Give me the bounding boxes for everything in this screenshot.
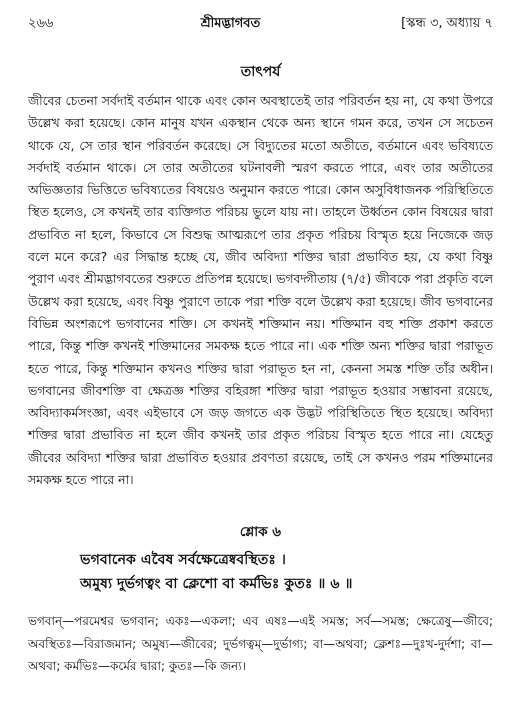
verse-line-1: ভগবানেক এবৈষ সর্বক্ষেত্রেষ্ববস্থিতঃ । [80, 552, 286, 569]
verse-label: শ্লোক ৬ [239, 524, 282, 541]
purport-paragraph: জীবের চেতনা সর্বদাই বর্তমান থাকে এবং কোন অবস্থাতেই তার পরিবর্তন হয় না, যে কথা উপরে উল্লেখ করা হয়েছে। কোন মানুষ যখন একস্থান থেকে অন্য স্থানে গমন করে, তখন সে সচেতন থাকে যে, সে তার স্থান পরিবর্তন করেছে। সে বিদ্যুতের মতো অতীতে, বর্তমানে এবং ভবিষ্যতে সর্বদাই বর্তমান থাকে। সে তার অতীতের ঘটনাবলী স্মরণ করতে পারে, এবং তার অতীতের অভিজ্ঞতার ভিত্তিতে ভবিষ্যতের বিষয়েও অনুমান করতে পারে। কোন অসুবিধাজনক পরিস্থিতিতে স্থিত হলেও, সে কখনই তার ব্যক্তিগত পরিচয় ভুলে যায় না। তাহলে উর্ধ্বতন কোন বিষয়ের দ্বারা প্রভাবিত না হলে, কিভাবে সে বিশুদ্ধ আত্মরূপে তার প্রকৃত পরিচয় বিস্মৃত হয়ে নিজেকে জড় বলে মনে করে? এর সিদ্ধান্ত হচ্ছে যে, জীব অবিদ্যা শক্তির দ্বারা প্রভাবিত হয়, যে কথা বিষ্ণু পুরাণ এবং শ্রীমদ্ভাগবতের শুরুতে প্রতিপন্ন হয়েছে। ভগবদ্গীতায় (৭/৫) জীবকে পরা প্রকৃতি বলে উল্লেখ করা হয়েছে, এবং বিষ্ণু পুরাণে তাকে পরা শক্তি বলে উল্লেখ করা হয়েছে। জীব ভগবানের বিভিন্ন অংশরূপে ভগবানের শক্তি। সে কখনই শক্তিমান নয়। শক্তিমান বহু শক্তি প্রকাশ করতে পারে, কিন্তু শক্তি কখনই শক্তিমানের সমকক্ষ হতে পারে না। এক শক্তি অন্য শক্তির দ্বারা পরাভূত হতে পারে, কিন্তু শক্তিমান কখনও শক্তির দ্বারা পরাভূত হন না, কেননা সমস্ত শক্তি তাঁর অধীন। ভগবানের জীবশক্তি বা ক্ষেত্রজ্ঞ শক্তির বহিরঙ্গা শক্তির দ্বারা পরাভূত হওয়ার সম্ভাবনা রয়েছে, অবিদ্যাকর্মসংজ্ঞা, এবং এইভাবে সে জড় জগতে এক উদ্ভট পরিস্থিতিতে স্থিত হয়েছে। অবিদ্যা শক্তির দ্বারা প্রভাবিত না হলে জীব কখনই তার প্রকৃত পরিচয় বিস্মৃত হতে পারে না। যেহেতু জীবের অবিদ্যা শক্তির দ্বারা প্রভাবিত হওয়ার প্রবণতা রয়েছে, তাই সে কখনও পরম শক্তিমানের সমকক্ষ হতে পারে না। [28, 93, 493, 488]
purport-heading: তাৎপর্য [240, 64, 281, 80]
synonyms-text: ভগবান্—পরমেশ্বর ভগবান; একঃ—একলা; এব এষঃ—এই সমস্ত; সর্ব—সমস্ত; ক্ষেত্রেষু—জীবে; অবস্থিতঃ—বিরাজমান; অমুষ্য—জীবের; দুর্ভগত্বম্—দুর্ভাগ্য; বা—অথবা; ক্লেশঃ—দুঃখ-দুর্দশা; বা—অথবা; কর্মভিঃ—কর্মের দ্বারা; কুতঃ—কি জন্য। [28, 614, 493, 674]
purport-text [28, 90, 493, 491]
page-header [28, 14, 493, 36]
page-number: ২৬৬ [28, 16, 54, 31]
verse-text [28, 548, 493, 596]
book-title: শ্রীমদ্ভাগবত [200, 16, 261, 31]
section-reference: [স্কন্ধ ৩, অধ্যায় ৭ [401, 16, 493, 31]
verse-line-2: অমুষ্য দুর্ভগত্বং বা ক্লেশো বা কর্মভিঃ কুতঃ ॥ ৬ ॥ [80, 576, 353, 593]
